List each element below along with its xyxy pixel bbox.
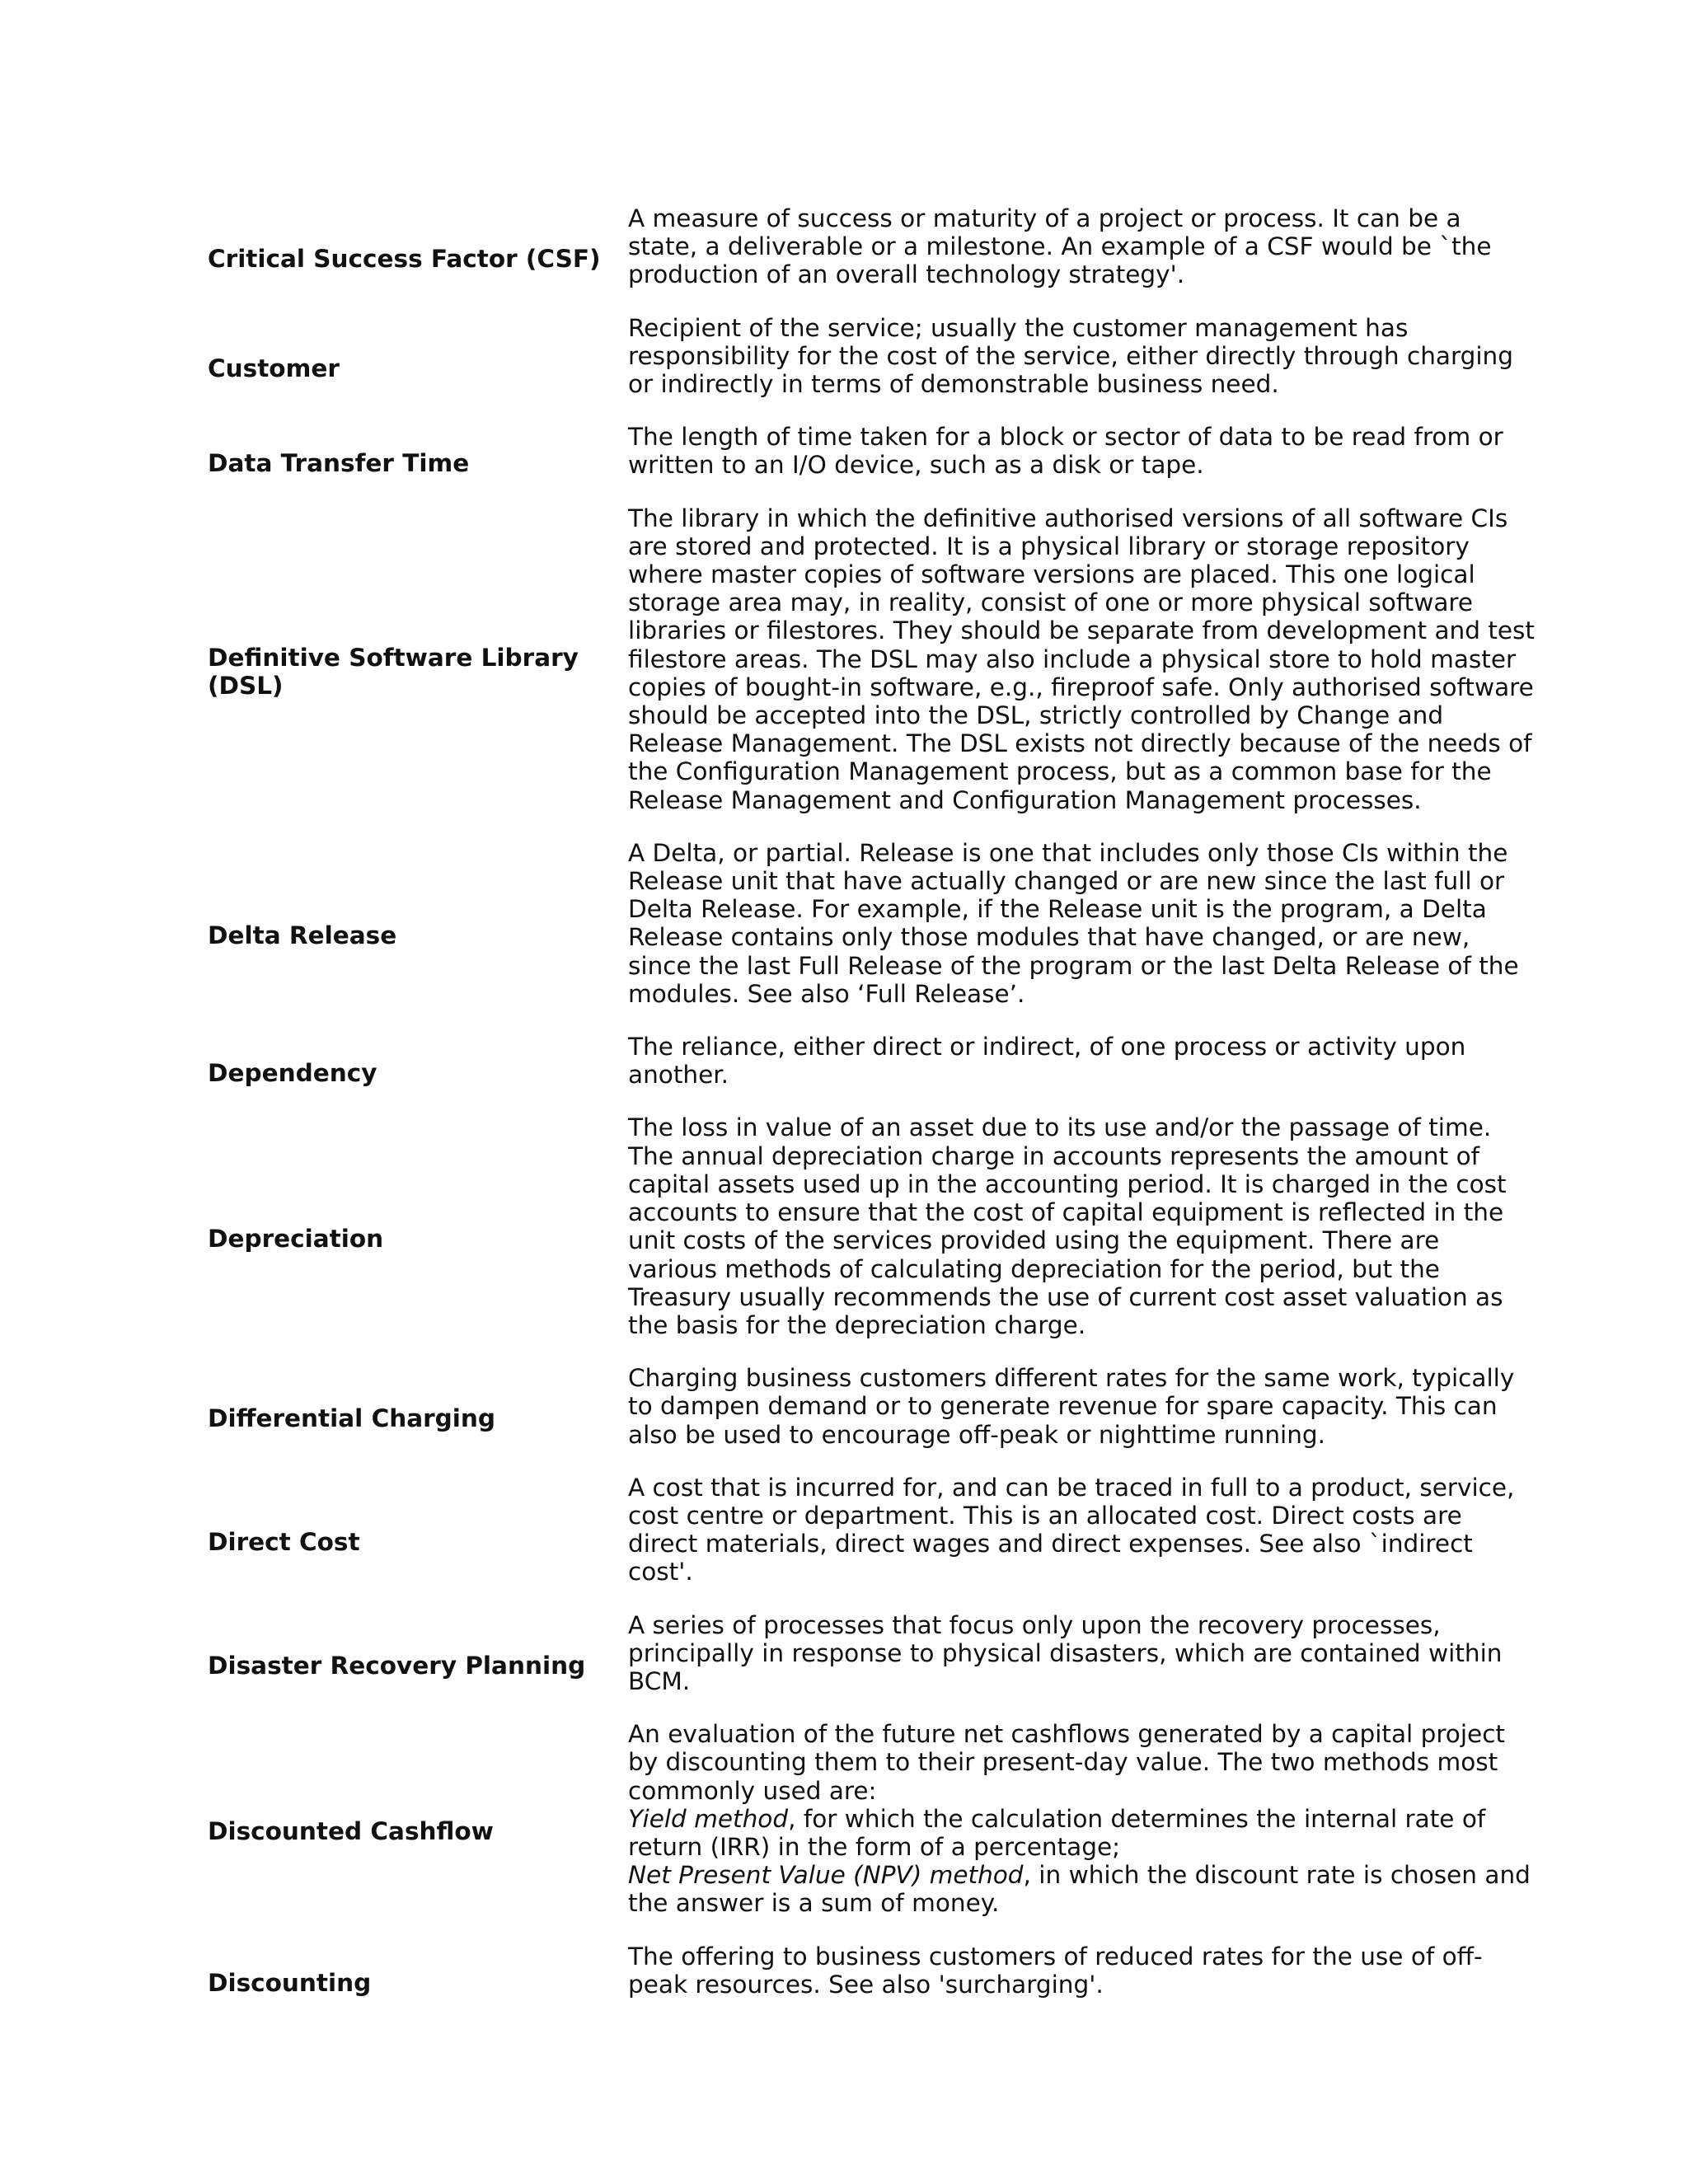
glossary-row xyxy=(208,1033,1535,1113)
glossary-term: Discounted Cashflow xyxy=(208,1816,494,1845)
glossary-row xyxy=(208,1720,1535,1942)
glossary-term: Depreciation xyxy=(208,1225,384,1254)
glossary-term: Differential Charging xyxy=(208,1404,496,1433)
glossary-row xyxy=(208,314,1535,424)
glossary-term: Direct Cost xyxy=(208,1528,360,1557)
glossary-definition: A Delta, or partial. Release is one that includes only those CIs within the Release unit that have actually changed or are new since the last full or Delta Release. For example, if the Release unit is the program, a Delta Release contains only those modules that have changed, or are new, since the last Full Release of the program or the last Delta Release of the modules. See also ‘Full Release’. xyxy=(628,838,1519,1008)
method-name: Net Present Value (NPV) method xyxy=(628,1861,1024,1890)
glossary-definition: The loss in value of an asset due to its use and/or the passage of time. The annual depreciation charge in accounts represents the amount of capital assets used up in the accounting period. It is charged in the cost accounts to ensure that the cost of capital equipment is reflected in the unit costs of the services provided using the equipment. There are various methods of calculating depreciation for the period, but the Treasury usually recommends the use of current cost asset valuation as the basis for the depreciation charge. xyxy=(628,1113,1507,1339)
glossary-row xyxy=(208,1113,1535,1364)
glossary-term: Delta Release xyxy=(208,921,397,950)
definition-method xyxy=(628,1805,1535,1861)
glossary-term: Disaster Recovery Planning xyxy=(208,1651,586,1680)
glossary-row xyxy=(208,204,1535,314)
glossary-definition: The library in which the definitive authorised versions of all software CIs are stored and protected. It is a physical library or storage repository where master copies of software versions are placed. This one logical storage area may, in reality, consist of one or more physical software libraries or filestores. They should be separate from development and test filestore areas. The DSL may also include a physical store to hold master copies of bought-in software, e.g., fireproof safe. Only authorised software should be accepted into the DSL, strictly controlled by Change and Release Management. The DSL exists not directly because of the needs of the Configuration Management process, but as a common base for the Release Management and Configuration Management processes. xyxy=(628,504,1535,814)
glossary-definition: The offering to business customers of reduced rates for the use of off-peak resources. See also 'surcharging'. xyxy=(628,1942,1483,1999)
glossary-definition: The reliance, either direct or indirect, of one process or activity upon another. xyxy=(628,1033,1466,1090)
glossary-row xyxy=(208,1611,1535,1721)
glossary-term: Definitive Software Library (DSL) xyxy=(208,643,579,700)
glossary-term: Customer xyxy=(208,354,340,382)
glossary-row xyxy=(208,504,1535,839)
glossary-row xyxy=(208,1943,1535,2023)
glossary-definition: A measure of success or maturity of a project or process. It can be a state, a deliverable or a milestone. An example of a CSF would be `the production of an overall technology strategy'. xyxy=(628,204,1492,289)
method-text: , in which the discount rate is chosen and the answer is a sum of money. xyxy=(628,1861,1531,1918)
glossary-term: Critical Success Factor (CSF) xyxy=(208,245,601,274)
glossary-row xyxy=(208,423,1535,504)
glossary-term: Dependency xyxy=(208,1059,377,1088)
glossary-definition: A series of processes that focus only upon the recovery processes, principally in response to physical disasters, which are contained within BCM. xyxy=(628,1610,1503,1695)
method-name: Yield method xyxy=(628,1804,789,1833)
glossary-row xyxy=(208,1364,1535,1474)
glossary-row xyxy=(208,1474,1535,1611)
glossary-row xyxy=(208,839,1535,1033)
glossary-table xyxy=(208,204,1535,2023)
glossary-definition: The length of time taken for a block or sector of data to be read from or written to an I/O device, such as a disk or tape. xyxy=(628,423,1503,480)
glossary-definition: Charging business customers different rates for the same work, typically to dampen demand or to generate revenue for spare capacity. This can also be used to encourage off-peak or nighttime running. xyxy=(628,1364,1515,1449)
glossary-definition: A cost that is incurred for, and can be traced in full to a product, service, cost centre or department. This is an allocated cost. Direct costs are direct materials, direct wages and direct expenses. See also `indirect cost'. xyxy=(628,1473,1515,1586)
definition-method xyxy=(628,1861,1535,1917)
glossary-term: Data Transfer Time xyxy=(208,449,470,478)
method-text: , for which the calculation determines the internal rate of return (IRR) in the form of a percentage; xyxy=(628,1804,1486,1861)
glossary-definition xyxy=(628,1720,1535,1942)
glossary-term: Discounting xyxy=(208,1968,372,1997)
definition-intro: An evaluation of the future net cashflows generated by a capital project by discounting them to their present-day value. The two methods most commonly used are: xyxy=(628,1720,1505,1805)
glossary-definition: Recipient of the service; usually the customer management has responsibility for the cost of the service, either directly through charging or indirectly in terms of demonstrable business need. xyxy=(628,313,1513,399)
